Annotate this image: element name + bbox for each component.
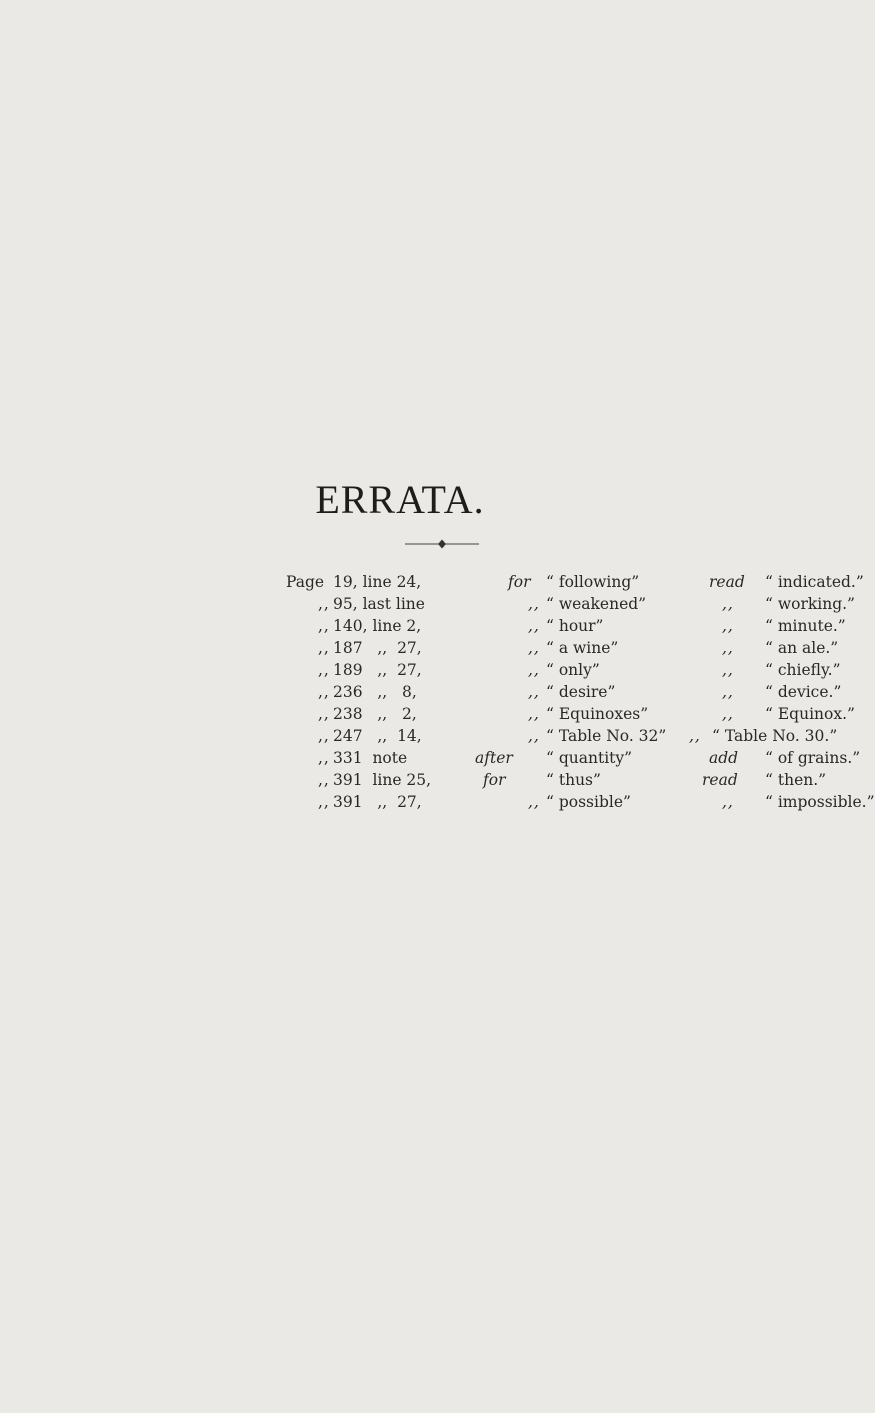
- ditto-mark: ,,: [722, 661, 734, 679]
- erroneous-text: “ thus”: [546, 771, 601, 789]
- ditto-mark: ,,: [722, 639, 734, 657]
- ditto-mark: ,,: [722, 793, 734, 811]
- erroneous-text: “ weakened”: [546, 595, 647, 613]
- ditto-mark: ,,: [318, 749, 330, 767]
- errata-row: [0, 661, 841, 683]
- errata-row: [0, 573, 864, 595]
- errata-row: [0, 727, 838, 749]
- instruction-action: read: [709, 573, 745, 591]
- page-title: ERRATA.: [315, 477, 485, 522]
- ditto-mark: ,,: [722, 595, 734, 613]
- ditto-mark: ,,: [528, 727, 540, 745]
- errata-row: [0, 793, 875, 815]
- errata-row: [0, 683, 842, 705]
- location: 187 ,, 27,: [333, 639, 422, 657]
- ditto-mark: ,,: [722, 617, 734, 635]
- location: 238 ,, 2,: [333, 705, 417, 723]
- errata-row: [0, 595, 855, 617]
- correction-text: “ working.”: [765, 595, 855, 613]
- ditto-mark: ,,: [528, 661, 540, 679]
- page-label: Page: [286, 573, 325, 591]
- location: 236 ,, 8,: [333, 683, 417, 701]
- errata-list: [0, 573, 875, 815]
- ditto-mark: ,,: [528, 705, 540, 723]
- ditto-mark: ,,: [318, 793, 330, 811]
- ditto-mark: ,,: [318, 595, 330, 613]
- instruction-action: read: [702, 771, 738, 789]
- correction-text: “ of grains.”: [765, 749, 861, 767]
- location: 247 ,, 14,: [333, 727, 422, 745]
- instruction-action: add: [709, 749, 739, 767]
- location: 95, last line: [333, 595, 425, 613]
- erroneous-text: “ only”: [546, 661, 600, 679]
- ditto-mark: ,,: [318, 661, 330, 679]
- ditto-mark: ,,: [528, 595, 540, 613]
- erroneous-text: “ Table No. 32”: [546, 727, 667, 745]
- ditto-mark: ,,: [318, 705, 330, 723]
- correction-text: “ then.”: [765, 771, 827, 789]
- location: 331 note: [333, 749, 408, 767]
- correction-text: “ chiefly.”: [765, 661, 841, 679]
- correction-text: “ Equinox.”: [765, 705, 855, 723]
- ditto-mark: ,,: [318, 639, 330, 657]
- erroneous-text: “ quantity”: [546, 749, 633, 767]
- correction-text: “ an ale.”: [765, 639, 839, 657]
- ditto-mark: ,,: [318, 771, 330, 789]
- ditto-mark: ,,: [722, 705, 734, 723]
- instruction-keyword: for: [508, 573, 531, 591]
- correction-text: “ impossible.”: [765, 793, 875, 811]
- instruction-keyword: for: [483, 771, 506, 789]
- erroneous-text: “ hour”: [546, 617, 604, 635]
- ditto-mark: ,,: [318, 617, 330, 635]
- errata-row: [0, 705, 855, 727]
- ditto-mark: ,,: [318, 727, 330, 745]
- erroneous-text: “ possible”: [546, 793, 631, 811]
- erroneous-text: “ Equinoxes”: [546, 705, 649, 723]
- ditto-mark: ,,: [722, 683, 734, 701]
- ditto-mark: ,,: [528, 617, 540, 635]
- errata-row: [0, 771, 827, 793]
- correction-text: “ indicated.”: [765, 573, 864, 591]
- diamond-rule-ornament-icon: [405, 539, 479, 549]
- location: 19, line 24,: [333, 573, 422, 591]
- location: 140, line 2,: [333, 617, 422, 635]
- ditto-mark: ,,: [528, 793, 540, 811]
- correction-text: “ device.”: [765, 683, 842, 701]
- ditto-mark: ,,: [689, 727, 701, 745]
- erroneous-text: “ following”: [546, 573, 640, 591]
- erroneous-text: “ a wine”: [546, 639, 619, 657]
- errata-row: [0, 617, 846, 639]
- ditto-mark: ,,: [528, 639, 540, 657]
- ditto-mark: ,,: [318, 683, 330, 701]
- ditto-mark: ,,: [528, 683, 540, 701]
- location: 391 line 25,: [333, 771, 432, 789]
- correction-text: “ minute.”: [765, 617, 846, 635]
- errata-row: [0, 639, 839, 661]
- instruction-keyword: after: [475, 749, 513, 767]
- errata-row: [0, 749, 861, 771]
- erroneous-text: “ desire”: [546, 683, 616, 701]
- location: 391 ,, 27,: [333, 793, 422, 811]
- correction-text: “ Table No. 30.”: [712, 727, 838, 745]
- location: 189 ,, 27,: [333, 661, 422, 679]
